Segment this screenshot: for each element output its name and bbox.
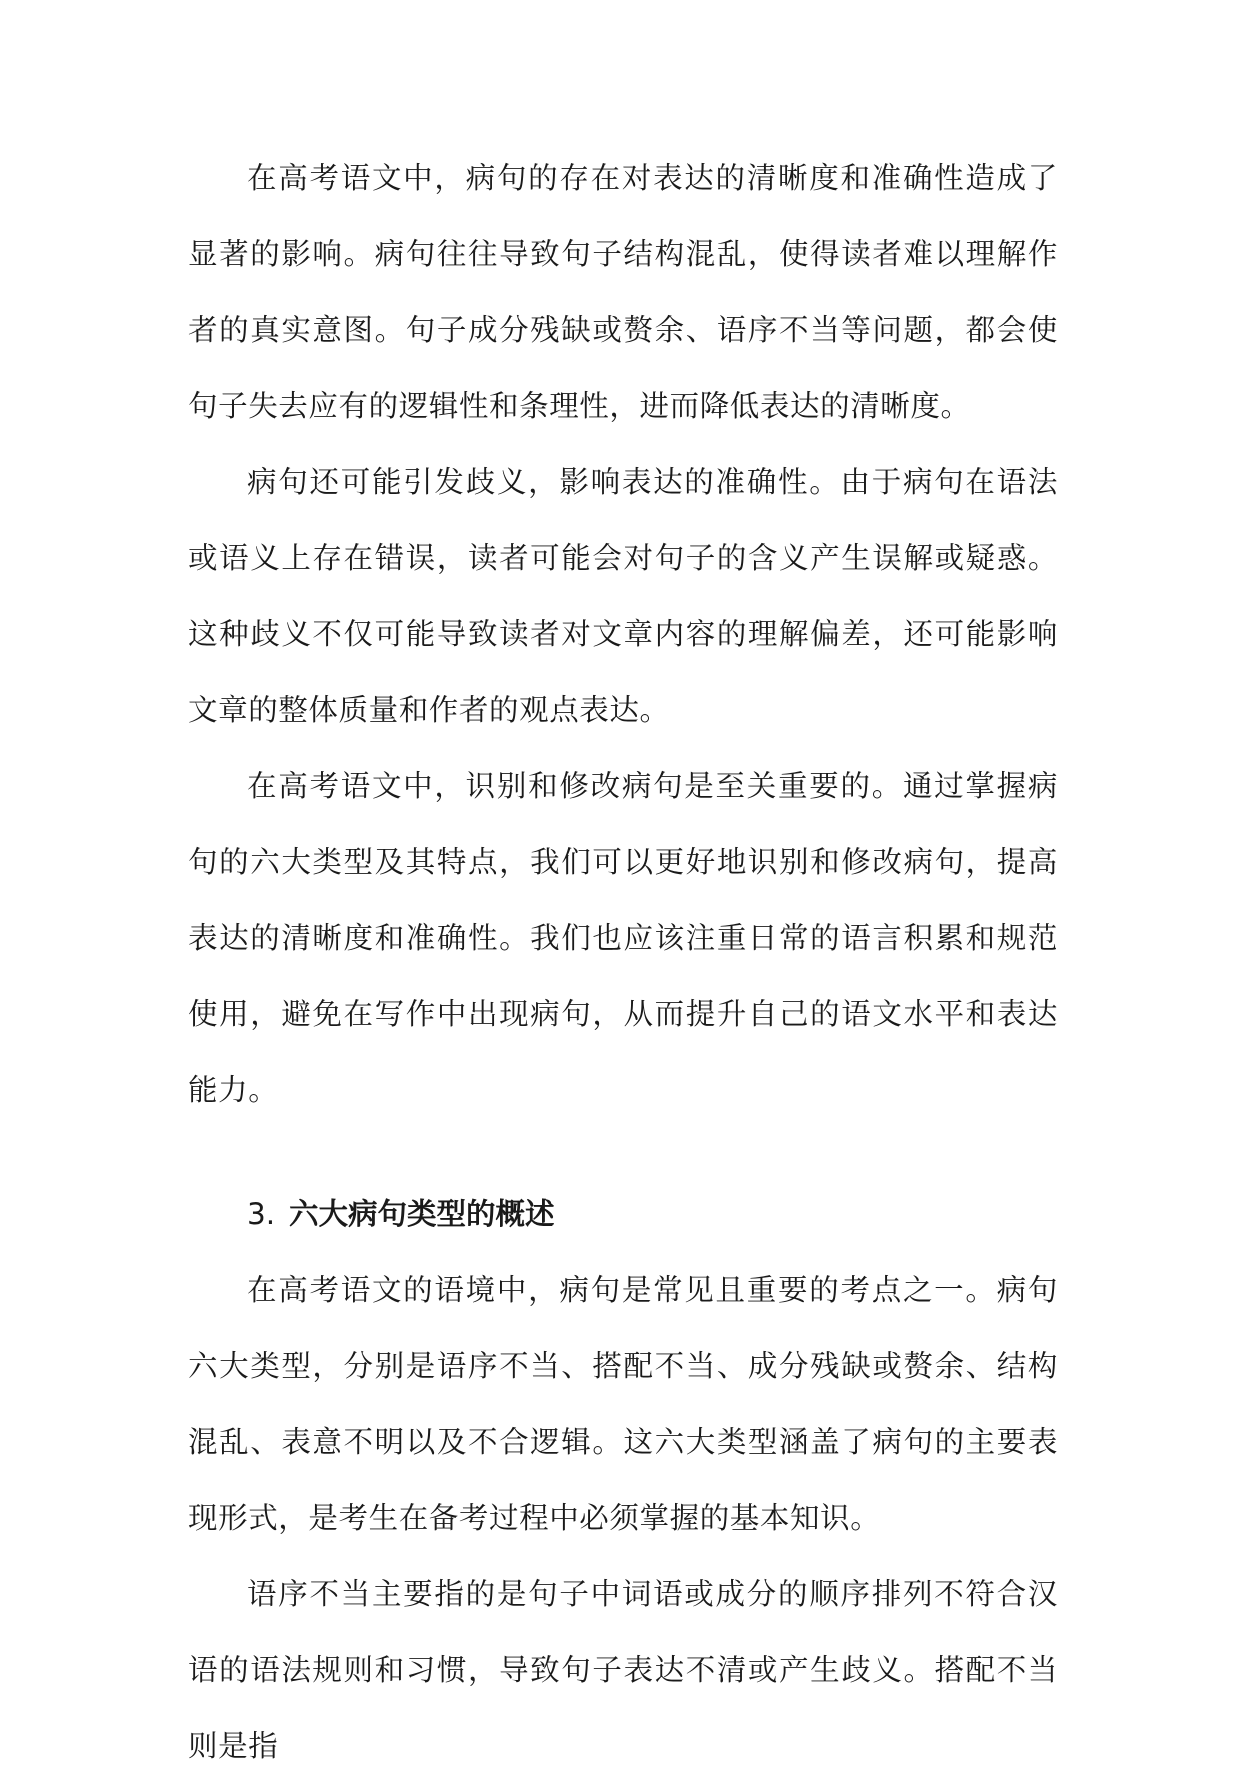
section-number: 3. bbox=[247, 1197, 276, 1231]
paragraph-ambiguity: 病句还可能引发歧义，影响表达的准确性。由于病句在语法或语义上存在错误，读者可能会对句子的含义产生误解或疑惑。这种歧义不仅可能导致读者对文章内容的理解偏差，还可能影响文章的整体质量和作者的观点表达。 bbox=[188, 465, 1058, 727]
paragraph-importance: 在高考语文中，识别和修改病句是至关重要的。通过掌握病句的六大类型及其特点，我们可以更好地识别和修改病句，提高表达的清晰度和准确性。我们也应该注重日常的语言积累和规范使用，避免在写作中出现病句，从而提升自己的语文水平和表达能力。 bbox=[188, 769, 1058, 1107]
paragraph-word-order: 语序不当主要指的是句子中词语或成分的顺序排列不符合汉语的语法规则和习惯，导致句子表达不清或产生歧义。搭配不当则是指 bbox=[188, 1577, 1058, 1763]
section-title: 六大病句类型的概述 bbox=[289, 1197, 555, 1231]
paragraph-clarity-impact: 在高考语文中，病句的存在对表达的清晰度和准确性造成了显著的影响。病句往往导致句子结构混乱，使得读者难以理解作者的真实意图。句子成分残缺或赘余、语序不当等问题，都会使句子失去应有的逻辑性和条理性，进而降低表达的清晰度。 bbox=[188, 161, 1058, 423]
page-content bbox=[188, 140, 1058, 1784]
section-heading bbox=[188, 1176, 1058, 1252]
paragraph-six-types-overview: 在高考语文的语境中，病句是常见且重要的考点之一。病句六大类型，分别是语序不当、搭配不当、成分残缺或赘余、结构混乱、表意不明以及不合逻辑。这六大类型涵盖了病句的主要表现形式，是考生在备考过程中必须掌握的基本知识。 bbox=[188, 1273, 1058, 1535]
